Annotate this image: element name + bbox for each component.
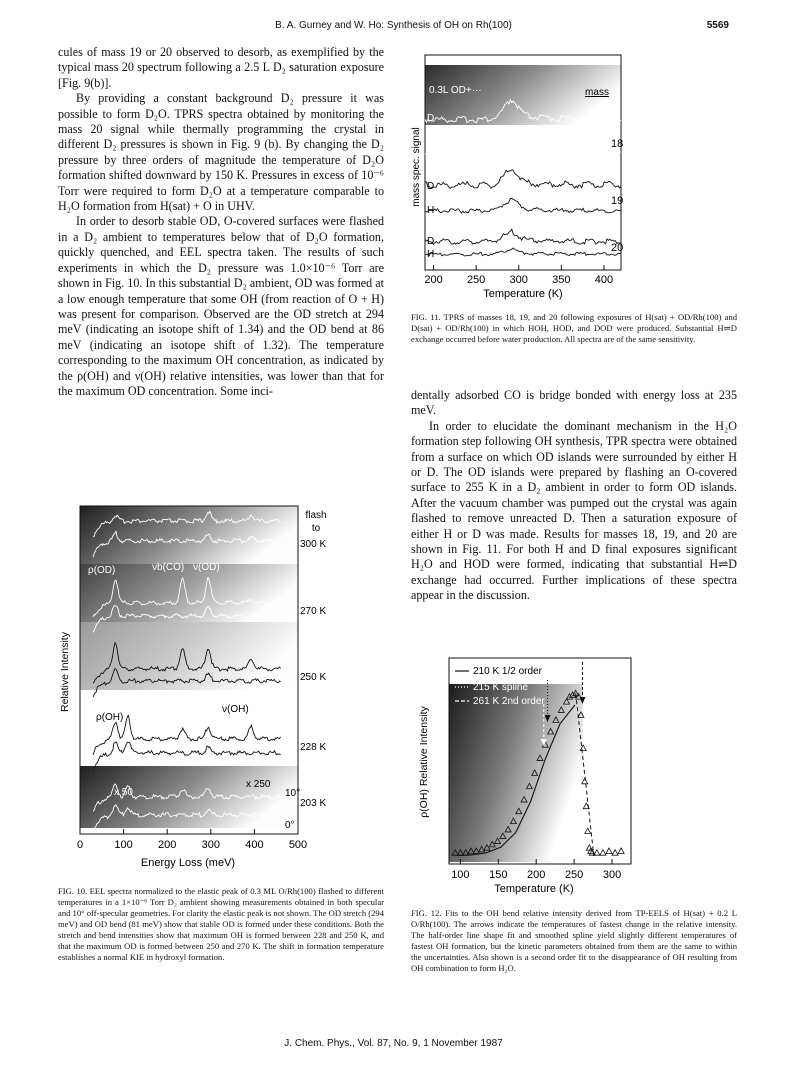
multiplier-x250: x 250 [246,779,271,790]
x-tick-label: 200 [527,869,546,881]
trace-label-d: D [427,113,435,124]
tprs-trace [425,199,621,214]
tprs-trace [425,229,621,244]
paragraph: cules of mass 19 or 20 observed to desorb, as exemplified by the typical mass 20 spectrum following a 2.5 L D₂ saturation exposure [Fig. 9(b)]. [58,45,384,90]
paragraph: In order to desorb stable OD, O-covered surfaces were flashed in a D₂ ambient to temperatures below that of D₂O formation, quickly quenched, and EEL spectra taken. The results of such experiments in which the D₂ pressure was 1.0×10⁻⁶ Torr are shown in Fig. 10. In this substantial D₂ ambient, OD was formed at a low enough temperature that some OH (from reaction of O + H) was present for comparison. Observed are the OD stretch at 294 meV (indicating an isotope shift of 1.34) and the OD bend at 86 meV (indicating an isotope shift of 1.32). The temperature corresponding to the maximum OH concentration, as indicated by the ρ(OH) and ν(OH) relative intensities, was lower than that for the maximum OD concentration. Some inci- [58,214,384,398]
x-tick-label: 300 [509,274,528,286]
to-label: to [311,523,321,534]
x-axis-label: Temperature (K) [483,288,563,300]
tprs-trace [425,248,621,256]
multiplier-x50: x 50 [114,787,133,798]
trace-label-d: D [427,181,435,192]
x-axis-label: Energy Loss (meV) [140,857,236,869]
figure-10 [58,492,348,874]
data-point [612,850,618,856]
peak-label-nu-b-co: νb(CO) [152,562,185,573]
tprs-trace [425,170,621,189]
x-tick-label: 350 [552,274,571,286]
x-axis-label: Temperature (K) [494,883,574,895]
trace-label-d: D [427,236,435,247]
x-tick-label: 400 [594,274,614,286]
data-point [606,848,612,854]
figure-11-caption: FIG. 11. TPRS of masses 18, 19, and 20 following exposures of H(sat) + OD/Rh(100) and D(sat) + OD/Rh(100) in which HOH, HOD, and DOD were produced. Substantial H⇌D exchange occurred before water production. All spectra are of the same sensitivity. [411,312,737,344]
trace-label-h: H [427,149,435,160]
running-title: B. A. Gurney and W. Ho: Synthesis of OH on Rh(100) [275,20,512,31]
band-203 [80,766,301,828]
legend-entry: 210 K 1/2 order [473,666,542,677]
temperature-label: 228 K [300,742,327,753]
x-tick-label: 250 [466,274,486,286]
peak-label-rho-oh: ρ(OH) [96,712,124,723]
trace-label-h: H [427,205,435,216]
x-ticks [77,829,307,851]
running-header [58,20,729,34]
x-tick-label: 300 [602,869,622,881]
legend-entry: 261 K 2nd order [473,696,545,707]
right-column-text [411,388,737,604]
data-point [618,848,624,854]
data-point [594,850,600,856]
angle-10: 10° [285,788,301,799]
data-point [600,850,606,856]
y-axis-label: Relative Intensity [59,632,71,712]
temperature-label: 270 K [300,606,327,617]
x-tick-label: 100 [114,839,133,851]
inset-label: 0.3L OD+··· [429,85,482,96]
peak-label-nu-od: ν(OD) [193,562,220,573]
y-axis-label: mass spec. signal [411,127,422,207]
tprs-trace [425,141,621,156]
temperature-label: 203 K [300,798,327,809]
x-ticks [451,859,621,881]
paragraph: By providing a constant background D₂ pressure it was possible to form D₂O. TPRS spectra obtained by monitoring the mass 20 signal while thermally programming the crystal in different D₂ pressures is shown in Fig. 9 (b). By changing the D₂ pressure by three orders of magnitude the temperature of D₂O formation shifted downward by 150 K. Pressures in excess of 10⁻⁶ Torr were required to form D₂O at a temperature comparable to H₂O formation from H(sat) + O in UHV. [58,91,384,214]
x-tick-label: 500 [288,839,308,851]
peak-label-rho-od: ρ(OD) [88,565,116,576]
flash-label: flash [305,510,327,521]
angle-0: 0° [285,820,295,831]
x-tick-label: 100 [451,869,470,881]
page-footer: J. Chem. Phys., Vol. 87, No. 9, 1 November 1987 [284,1038,503,1049]
figure-10-caption: FIG. 10. EEL spectra normalized to the elastic peak of 0.3 ML O/Rh(100) flashed to different temperatures in a 1×10⁻⁶ Torr D₂ ambient showing measurements obtained in both specular and 10° off-specular geometries. For clarity the elastic peak is not shown. The OD stretch (294 meV) and OD bend (81 meV) show that stable OD is formed under these conditions. Both the stretch and bend intensities show that maximum OH is formed between 228 and 250 K, and that the maximum OD is formed between 250 and 270 K. The shift in formation temperature establishes a normal KIE in hydroxyl formation. [58,886,385,962]
figure-12-caption: FIG. 12. Fits to the OH bend relative intensity derived from TP-EELS of H(sat) + 0.2 L O/Rh(100). The arrows indicate the temperatures of fastest change in the relative intensity. The half-order line shape fit and smoothed spline yield slightly different temperatures of fastest OH formation, but the kinetic parameters obtained from them are the same to within the uncertainties. Also shown is a second order fit to the disappearance of OH resulting from OH combination to form H₂O. [411,908,737,973]
figure-12 [411,650,641,898]
mass-value: 18 [611,138,624,150]
eels-trace [93,742,281,769]
x-tick-label: 400 [245,839,264,851]
x-tick-label: 250 [564,869,584,881]
page-number: 5569 [706,20,729,31]
y-axis-label: ρ(OH) Relative Intensity [418,706,430,818]
paragraph: dentally adsorbed CO is bridge bonded with energy loss at 235 meV. [411,388,737,418]
temperature-label: 300 K [300,539,327,550]
x-tick-label: 0 [76,839,84,851]
mass-value: 20 [611,242,624,254]
data-point [585,828,591,834]
legend-entry: 215 K spline [473,682,529,693]
temperature-label: 250 K [300,672,327,683]
mass-value: 19 [611,195,624,207]
band-300 [80,506,298,564]
x-tick-label: 300 [201,839,220,851]
paragraph: In order to elucidate the dominant mechanism in the H₂O formation step following OH synthesis, TPR spectra were obtained from a surface on which OD islands were surrounded by either H or D. The OD islands were prepared by flashing an O-covered surface to 255 K in a D₂ ambient in order to form OD islands. After the vacuum chamber was pumped out the crystal was again flashed to remove unreacted D. Then a saturation exposure of either H or D was made. Results for masses 18, 19, and 20 are shown in Fig. 11. For both H and D final exposures significant H₂O and HOD were formed, indicating that substantial H⇌D exchange had occurred. Further implications of these spectra appear in the discussion. [411,418,737,603]
figure-11 [411,47,641,307]
x-tick-label: 200 [424,274,443,286]
x-tick-label: 150 [489,869,508,881]
x-tick-label: 200 [158,839,177,851]
left-column-text [58,45,384,399]
trace-label-h: H [427,249,435,260]
peak-label-nu-oh: ν(OH) [222,704,249,715]
mass-label: mass [585,87,609,98]
x-ticks [424,265,613,286]
